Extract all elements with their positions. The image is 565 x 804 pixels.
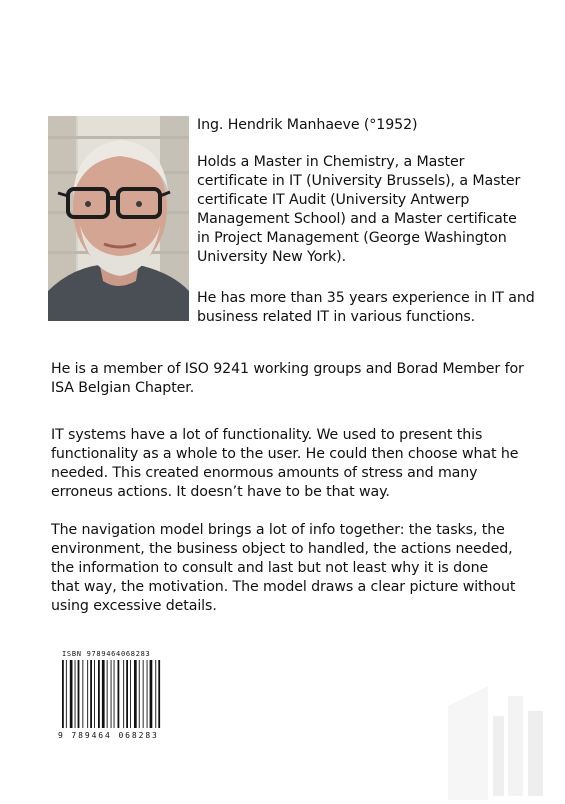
- education-line: Holds a Master in Chemistry, a Master: [197, 154, 465, 170]
- paragraph-line: The navigation model brings a lot of info together: the tasks, the: [51, 522, 505, 538]
- experience-line: business related IT in various functions.: [197, 309, 476, 325]
- membership-line: ISA Belgian Chapter.: [51, 380, 195, 396]
- education-line: certificate in IT (University Brussels), a Master: [197, 173, 521, 189]
- paragraph-line: that way, the motivation. The model draws a clear picture without: [51, 579, 516, 595]
- author-name: Ing. Hendrik Manhaeve (°1952): [197, 117, 418, 133]
- paragraph-line: the information to consult and last but not least why it is done: [51, 560, 489, 576]
- paragraph-line: erroneus actions. It doesn’t have to be that way.: [51, 484, 390, 500]
- education-line: certificate IT Audit (University Antwerp: [197, 192, 470, 208]
- paragraph-line: functionality as a whole to the user. He could then choose what he: [51, 446, 519, 462]
- author-photo-image: [48, 116, 189, 321]
- experience-line: He has more than 35 years experience in IT and: [197, 290, 535, 306]
- author-photo: [48, 116, 189, 321]
- paragraph-line: environment, the business object to handled, the actions needed,: [51, 541, 513, 557]
- publisher-logo-icon: [448, 686, 556, 800]
- paragraph-line: using excessive details.: [51, 598, 217, 614]
- membership-line: He is a member of ISO 9241 working groups and Borad Member for: [51, 361, 524, 377]
- education-line: Management School) and a Master certificate: [197, 211, 517, 227]
- isbn-barcode: [60, 646, 164, 732]
- paragraph-line: needed. This created enormous amounts of stress and many: [51, 465, 478, 481]
- barcode-bars: [60, 646, 164, 732]
- isbn-digits: 9 789464 068283: [58, 731, 159, 740]
- isbn-label: ISBN 9789464068283: [62, 650, 151, 658]
- paragraph-line: IT systems have a lot of functionality. We used to present this: [51, 427, 483, 443]
- education-line: University New York).: [197, 249, 346, 265]
- education-line: in Project Management (George Washington: [197, 230, 507, 246]
